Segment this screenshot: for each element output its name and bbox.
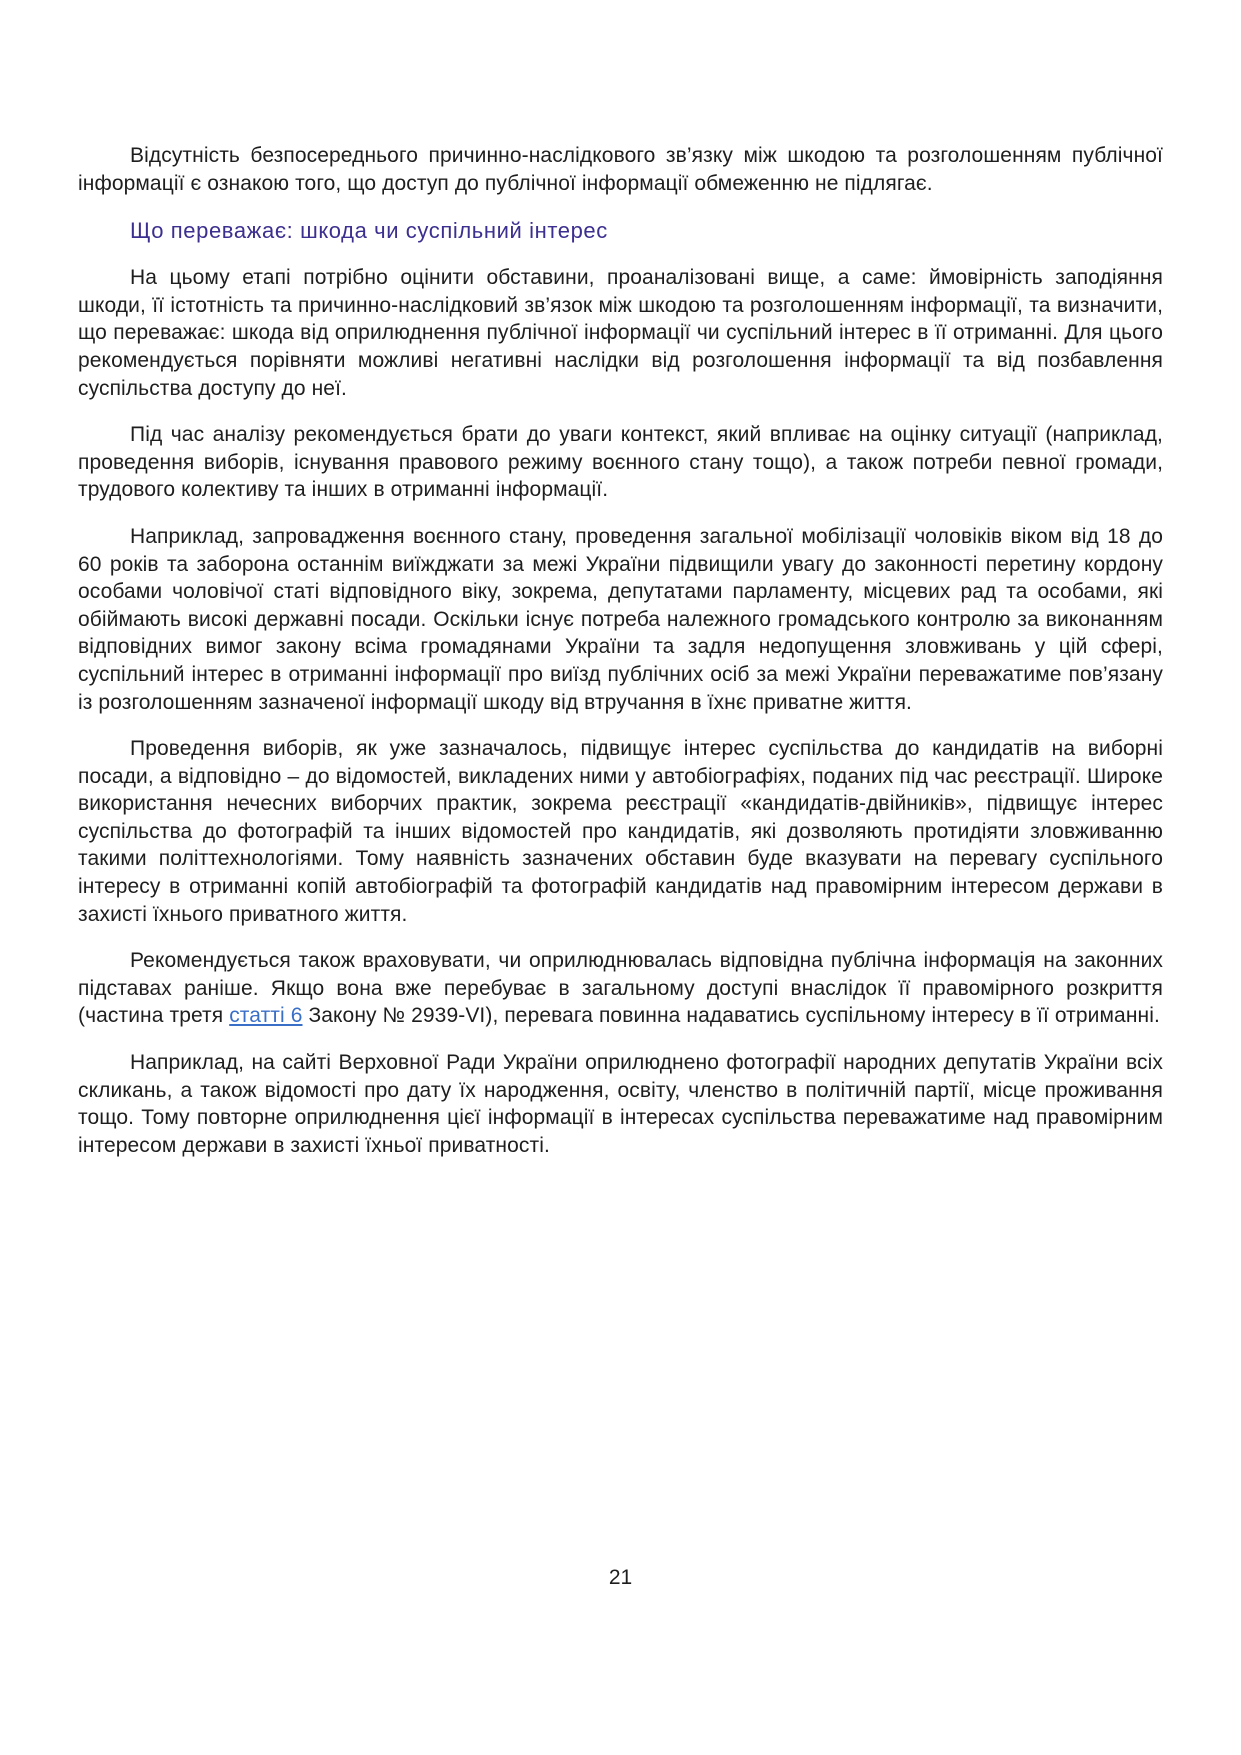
page-number: 21 <box>608 1566 633 1589</box>
paragraph-martial-law-example: Наприклад, запровадження воєнного стану, проведення загальної мобілізації чоловіків віком від 18 до 60 років та заборона останнім виїжджати за межі України підвищили увагу до законності перетину кордону особами чоловічої статі відповідного віку, зокрема, депутатами парламенту, місцевих рад та особами, які обіймають високі державні посади. Оскільки існує потреба належного громадського контролю за виконанням відповідних вимог закону всіма громадянами України та задля недопущення зловживань у цій сфері, суспільний інтерес в отриманні інформації про виїзд публічних осіб за межі України переважатиме пов’язану із розголошенням зазначеної інформації шкоду від втручання в їхнє приватне життя. <box>78 524 1163 714</box>
paragraph-text-before-link: Рекомендується також враховувати, чи оприлюднювалась відповідна публічна інформація на законних підставах раніше. Якщо вона вже перебуває в загальному доступі внаслідок її правомірного розкриття (частина третя <box>78 949 1163 1028</box>
section-heading: Що переважає: шкода чи суспільний інтерес <box>130 218 608 244</box>
article-6-link[interactable]: статті 6 <box>229 1004 303 1028</box>
paragraph-context-analysis: Під час аналізу рекомендується брати до уваги контекст, який впливає на оцінку ситуації (наприклад, проведення виборів, існування правового режиму воєнного стану тощо), а також потреби певної громади, трудового колективу та інших в отриманні інформації. <box>78 423 1163 502</box>
paragraph-parliament-example: Наприклад, на сайті Верховної Ради України оприлюднено фотографії народних депутатів України всіх скликань, а також відомості про дату їх народження, освіту, членство в політичній партії, місце проживання тощо. Тому повторне оприлюднення цієї інформації в інтересах суспільства переважатиме над правомірним інтересом держави в захисті їхньої приватності. <box>78 1051 1163 1157</box>
document-page <box>78 142 1163 1178</box>
paragraph-causal-link: Відсутність безпосереднього причинно-наслідкового зв’язку між шкодою та розголошенням публічної інформації є ознакою того, що доступ до публічної інформації обмеженню не підлягає. <box>78 144 1163 195</box>
paragraph-assessment-stage: На цьому етапі потрібно оцінити обставини, проаналізовані вище, а саме: ймовірність заподіяння шкоди, її істотність та причинно-наслідковий зв’язок між шкодою та розголошенням інформації, та визначити, що переважає: шкода від оприлюднення публічної інформації чи суспільний інтерес в її отриманні. Для цього рекомендується порівняти можливі негативні наслідки від розголошення інформації та від позбавлення суспільства доступу до неї. <box>78 266 1163 400</box>
paragraph-text-after-link: Закону № 2939-VI), перевага повинна надаватись суспільному інтересу в її отриманні. <box>302 1004 1160 1028</box>
paragraph-prior-disclosure <box>78 947 1163 1030</box>
paragraph-elections-example: Проведення виборів, як уже зазначалось, підвищує інтерес суспільства до кандидатів на виборні посади, а відповідно – до відомостей, викладених ними у автобіографіях, поданих під час реєстрації. Широке використання нечесних виборчих практик, зокрема реєстрації «кандидатів-двійників», підвищує інтерес суспільства до фотографій та інших відомостей про кандидатів, які дозволяють протидіяти зловживанню такими політтехнологіями. Тому наявність зазначених обставин буде вказувати на перевагу суспільного інтересу в отриманні копій автобіографій та фотографій кандидатів над правомірним інтересом держави в захисті їхнього приватного життя. <box>78 737 1163 926</box>
